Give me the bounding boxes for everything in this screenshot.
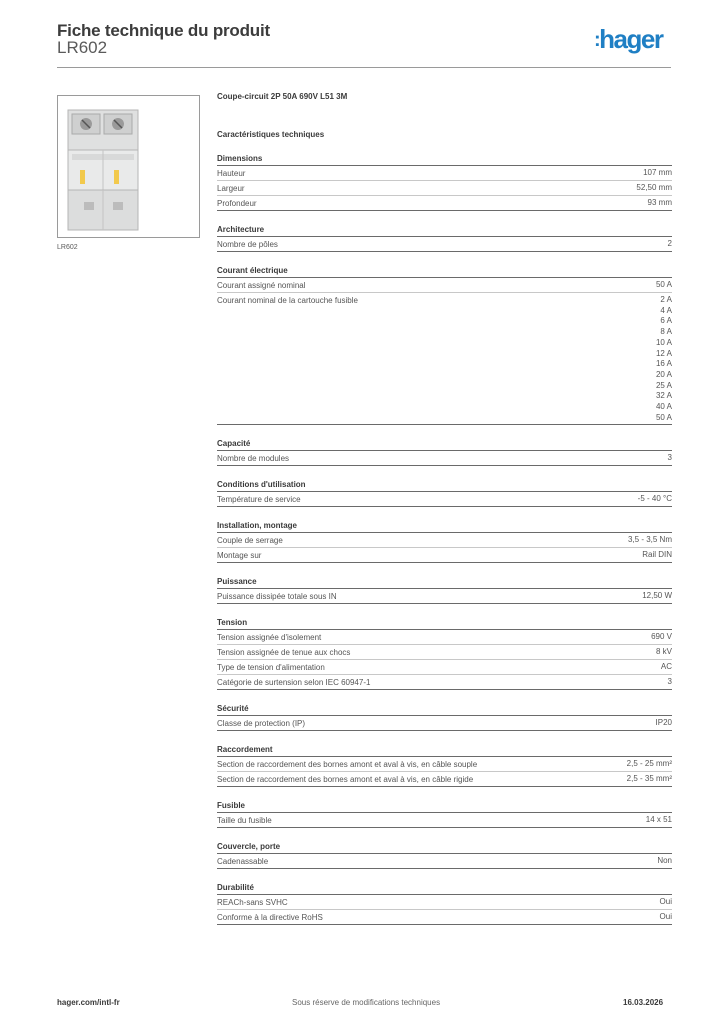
section-title: Tension [217, 616, 672, 630]
spec-label: Courant assigné nominal [217, 281, 306, 290]
spec-values [638, 494, 672, 505]
spec-value: -5 - 40 °C [637, 494, 672, 504]
spec-label: Tension assignée d'isolement [217, 633, 322, 643]
spec-value: IP20 [655, 718, 672, 728]
spec-row [217, 196, 672, 211]
spec-row [217, 451, 672, 466]
product-image-frame [57, 95, 200, 238]
spec-value: 2 A [660, 295, 672, 304]
spec-value: 2 [667, 239, 672, 248]
section-title: Architecture [217, 223, 672, 237]
spec-value: 6 A [660, 316, 672, 326]
spec-label: Section de raccordement des bornes amont et aval à vis, en câble souple [217, 760, 478, 770]
spec-values [656, 295, 672, 423]
spec-label: Montage sur [217, 551, 262, 561]
section-title: Courant électrique [217, 264, 672, 278]
spec-value: 50 A [655, 280, 672, 289]
spec-row [217, 630, 672, 645]
spec-section [217, 616, 672, 690]
spec-values [668, 677, 672, 688]
spec-row [217, 660, 672, 675]
spec-section [217, 264, 672, 425]
spec-label: Profondeur [217, 199, 257, 208]
spec-values [627, 759, 672, 770]
spec-values [646, 815, 672, 826]
spec-label: Nombre de pôles [217, 240, 278, 249]
spec-label: Largeur [217, 184, 245, 193]
spec-row [217, 533, 672, 548]
section-title: Capacité [217, 437, 672, 451]
spec-section [217, 223, 672, 252]
footer-date: 16.03.2026 [623, 998, 664, 1007]
spec-row [217, 492, 672, 507]
spec-value: 3 [667, 453, 672, 463]
spec-section [217, 743, 672, 787]
spec-content [217, 91, 672, 937]
spec-values [628, 535, 672, 546]
spec-section [217, 519, 672, 563]
spec-value: 3 [667, 677, 672, 687]
spec-row [217, 181, 672, 196]
section-title: Couvercle, porte [217, 840, 672, 854]
spec-value: 93 mm [647, 198, 672, 207]
spec-value: 8 kV [655, 647, 672, 657]
spec-section [217, 437, 672, 466]
spec-value: 2,5 - 25 mm² [626, 759, 672, 769]
spec-value: 50 A [655, 412, 672, 422]
spec-label: Cadenassable [217, 857, 269, 867]
spec-values [656, 280, 672, 291]
spec-label: Taille du fusible [217, 816, 272, 826]
spec-row [217, 854, 672, 869]
spec-values [656, 647, 672, 658]
section-title: Durabilité [217, 881, 672, 895]
spec-values [656, 718, 672, 729]
spec-label: Classe de protection (IP) [217, 719, 306, 729]
spec-label: Conforme à la directive RoHS [217, 913, 323, 923]
spec-section [217, 799, 672, 828]
page-title: Fiche technique du produit [57, 21, 270, 40]
product-description: Coupe-circuit 2P 50A 690V L51 3M [217, 92, 348, 101]
spec-value: 690 V [651, 632, 672, 642]
spec-value: Non [657, 856, 672, 866]
spec-row [217, 237, 672, 252]
spec-value: 107 mm [643, 168, 672, 177]
footer-notice: Sous réserve de modifications techniques [292, 998, 441, 1007]
spec-value: 14 x 51 [645, 815, 672, 825]
spec-values [648, 198, 672, 209]
spec-label: Nombre de modules [217, 454, 290, 464]
spec-values [643, 168, 672, 179]
spec-value: 52,50 mm [636, 183, 672, 192]
spec-label: Hauteur [217, 169, 246, 178]
spec-row [217, 166, 672, 181]
spec-row [217, 772, 672, 787]
section-title: Dimensions [217, 152, 672, 166]
spec-sections [217, 152, 672, 925]
spec-section [217, 881, 672, 925]
spec-values [660, 897, 672, 908]
spec-row [217, 293, 672, 425]
spec-value: 12 A [655, 348, 672, 358]
spec-value: 40 A [655, 402, 672, 412]
spec-label: Température de service [217, 495, 301, 505]
spec-value: Oui [659, 897, 672, 907]
spec-values [657, 856, 672, 867]
spec-values [627, 774, 672, 785]
spec-label: Type de tension d'alimentation [217, 663, 325, 673]
spec-value: 4 A [660, 305, 672, 315]
spec-values [661, 662, 672, 673]
spec-value: 32 A [655, 391, 672, 401]
spec-row [217, 757, 672, 772]
spec-row [217, 813, 672, 828]
section-title: Fusible [217, 799, 672, 813]
spec-value: 16 A [655, 359, 672, 369]
specs-heading: Caractéristiques techniques [217, 130, 325, 139]
spec-section [217, 152, 672, 211]
header-divider [57, 67, 671, 68]
spec-label: Section de raccordement des bornes amont et aval à vis, en câble rigide [217, 775, 474, 785]
logo-text: hager [599, 24, 663, 54]
spec-section [217, 840, 672, 869]
spec-row [217, 675, 672, 690]
spec-row [217, 548, 672, 563]
hager-logo: :hager [594, 24, 663, 54]
spec-values [660, 912, 672, 923]
spec-value: 12,50 W [642, 591, 672, 601]
spec-label: Tension assignée de tenue aux chocs [217, 648, 351, 658]
product-image-caption: LR602 [57, 244, 78, 251]
spec-row [217, 589, 672, 604]
spec-row [217, 716, 672, 731]
spec-value: AC [660, 662, 672, 672]
spec-value: 10 A [655, 337, 672, 347]
spec-value: 20 A [655, 369, 672, 379]
spec-values [636, 183, 672, 194]
spec-label: Catégorie de surtension selon IEC 60947-1 [217, 678, 371, 688]
spec-values [642, 591, 672, 602]
section-title: Puissance [217, 575, 672, 589]
footer-website: hager.com/intl-fr [57, 998, 120, 1007]
spec-label: Courant nominal de la cartouche fusible [217, 296, 358, 305]
spec-values [651, 632, 672, 643]
spec-row [217, 910, 672, 925]
spec-value: 8 A [660, 327, 672, 337]
spec-section [217, 575, 672, 604]
section-title: Installation, montage [217, 519, 672, 533]
spec-section [217, 702, 672, 731]
product-image [58, 96, 199, 237]
spec-values [668, 239, 672, 250]
spec-label: Puissance dissipée totale sous IN [217, 592, 337, 602]
product-reference: LR602 [57, 38, 108, 57]
spec-value: 3,5 - 3,5 Nm [627, 535, 672, 545]
spec-values [668, 453, 672, 464]
spec-value: Rail DIN [642, 550, 672, 560]
section-title: Raccordement [217, 743, 672, 757]
section-title: Sécurité [217, 702, 672, 716]
spec-label: Couple de serrage [217, 536, 283, 546]
spec-row [217, 895, 672, 910]
spec-values [642, 550, 672, 561]
spec-row [217, 645, 672, 660]
spec-row [217, 278, 672, 293]
spec-value: 2,5 - 35 mm² [626, 774, 672, 784]
section-title: Conditions d'utilisation [217, 478, 672, 492]
spec-section [217, 478, 672, 507]
spec-label: REACh-sans SVHC [217, 898, 288, 908]
spec-value: 25 A [655, 380, 672, 390]
spec-value: Oui [659, 912, 672, 922]
